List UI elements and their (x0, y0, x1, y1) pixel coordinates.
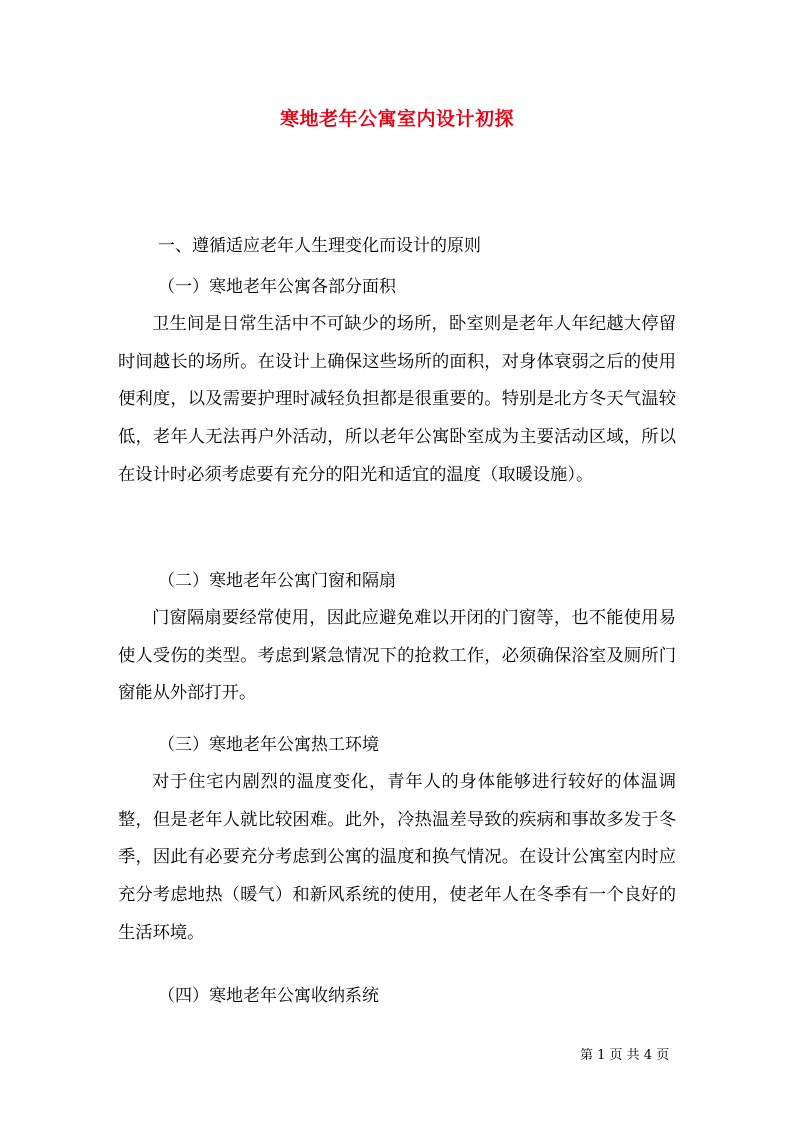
paragraph-1: 卫生间是日常生活中不可缺少的场所，卧室则是老年人年纪越大停留时间越长的场所。在设计上确保这些场所的面积，对身体衰弱之后的使用便利度，以及需要护理时减轻负担都是很重要的。特别是北方冬天气温较低，老年人无法再户外活动，所以老年公寓卧室成为主要活动区域，所以在设计时必须考虑要有充分的阳光和适宜的温度（取暖设施）。 (118, 314, 676, 485)
subsection-heading-4: （四）寒地老年公寓收纳系统 (158, 986, 379, 1006)
subsection-heading-2: （二）寒地老年公寓门窗和隔扇 (158, 571, 396, 591)
document-title: 寒地老年公寓室内设计初探 (279, 108, 514, 130)
page-number-footer: 第 1 页 共 4 页 (580, 1048, 670, 1063)
paragraph-2: 门窗隔扇要经常使用，因此应避免难以开闭的门窗等，也不能使用易使人受伤的类型。考虑到紧急情况下的抢救工作，必须确保浴室及厕所门窗能从外部打开。 (118, 608, 676, 704)
subsection-heading-3: （三）寒地老年公寓热工环境 (158, 735, 379, 755)
subsection-heading-1: （一）寒地老年公寓各部分面积 (158, 277, 396, 297)
paragraph-3: 对于住宅内剧烈的温度变化，青年人的身体能够进行较好的体温调整，但是老年人就比较困难。此外，冷热温差导致的疾病和事故多发于冬季，因此有必要充分考虑到公寓的温度和换气情况。在设计公寓室内时应充分考虑地热（暖气）和新风系统的使用，使老年人在冬季有一个良好的生活环境。 (118, 772, 676, 943)
section-heading-main: 一、遵循适应老年人生理变化而设计的原则 (158, 236, 481, 256)
